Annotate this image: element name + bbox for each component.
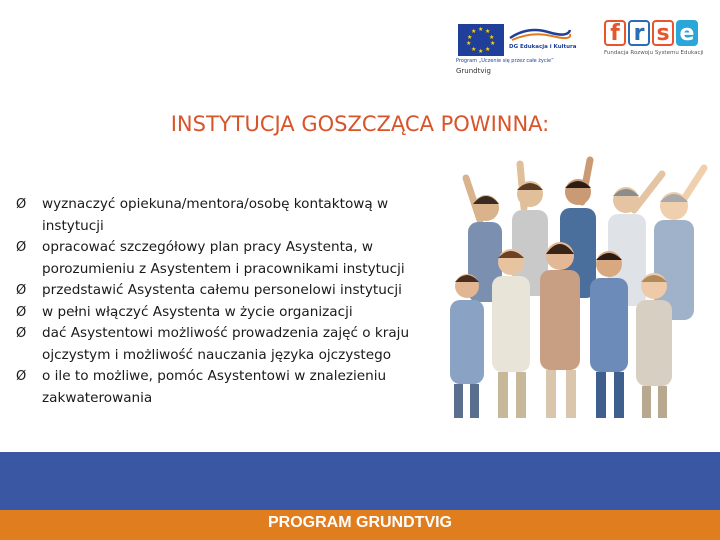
list-item-text: przedstawić Asystenta całemu personelowi instytucji xyxy=(42,282,402,298)
eu-flag-icon: ★ ★ ★ ★ ★ ★ ★ ★ ★ ★ xyxy=(458,24,504,56)
list-item xyxy=(16,237,436,280)
list-item-text: opracować szczegółowy plan pracy Asystenta, w porozumieniu z Asystentem i pracownikami instytucji xyxy=(42,239,405,277)
bullet-arrow-icon: Ø xyxy=(16,369,27,384)
bullet-arrow-icon: Ø xyxy=(16,283,27,298)
bullet-list xyxy=(16,194,436,409)
list-item-text: w pełni włączyć Asystenta w życie organizacji xyxy=(42,303,353,320)
list-item xyxy=(16,302,436,324)
frse-letter-e: e xyxy=(676,20,698,46)
frse-letters xyxy=(604,20,698,48)
group-photo xyxy=(432,150,712,422)
slide-title: INSTYTUCJA GOSZCZĄCA POWINNA: xyxy=(170,112,550,136)
bullet-arrow-icon: Ø xyxy=(16,240,27,255)
eu-dg-label: DG Edukacja i Kultura xyxy=(509,44,577,50)
footer-blue-bar xyxy=(0,452,720,510)
frse-letter-f: f xyxy=(604,20,626,46)
eu-grundtvig-label: Grundtvig xyxy=(456,67,491,75)
list-item-text: wyznaczyć opiekuna/mentora/osobę kontaktową w instytucji xyxy=(42,196,389,234)
eu-programme-label: Program „Uczenie się przez całe życie” xyxy=(456,58,554,64)
list-item xyxy=(16,194,436,237)
eu-programme-logo xyxy=(456,22,576,80)
frse-letter-r: r xyxy=(628,20,650,46)
frse-tagline: Fundacja Rozwoju Systemu Edukacji xyxy=(604,50,704,56)
bullet-arrow-icon: Ø xyxy=(16,197,27,212)
lifelong-learning-swoosh-icon xyxy=(508,26,572,42)
list-item-text: o ile to możliwe, pomóc Asystentowi w znalezieniu zakwaterowania xyxy=(42,368,387,406)
footer-program-label: PROGRAM GRUNDTVIG xyxy=(268,514,452,531)
list-item xyxy=(16,280,436,302)
list-item-text: dać Asystentowi możliwość prowadzenia zajęć o kraju ojczystym i możliwość nauczania języka ojczystego xyxy=(42,325,410,363)
bullet-arrow-icon: Ø xyxy=(16,304,27,320)
frse-letter-s: s xyxy=(652,20,674,46)
list-item xyxy=(16,366,436,409)
frse-logo xyxy=(604,20,704,64)
bullet-arrow-icon: Ø xyxy=(16,326,27,341)
list-item xyxy=(16,323,436,366)
